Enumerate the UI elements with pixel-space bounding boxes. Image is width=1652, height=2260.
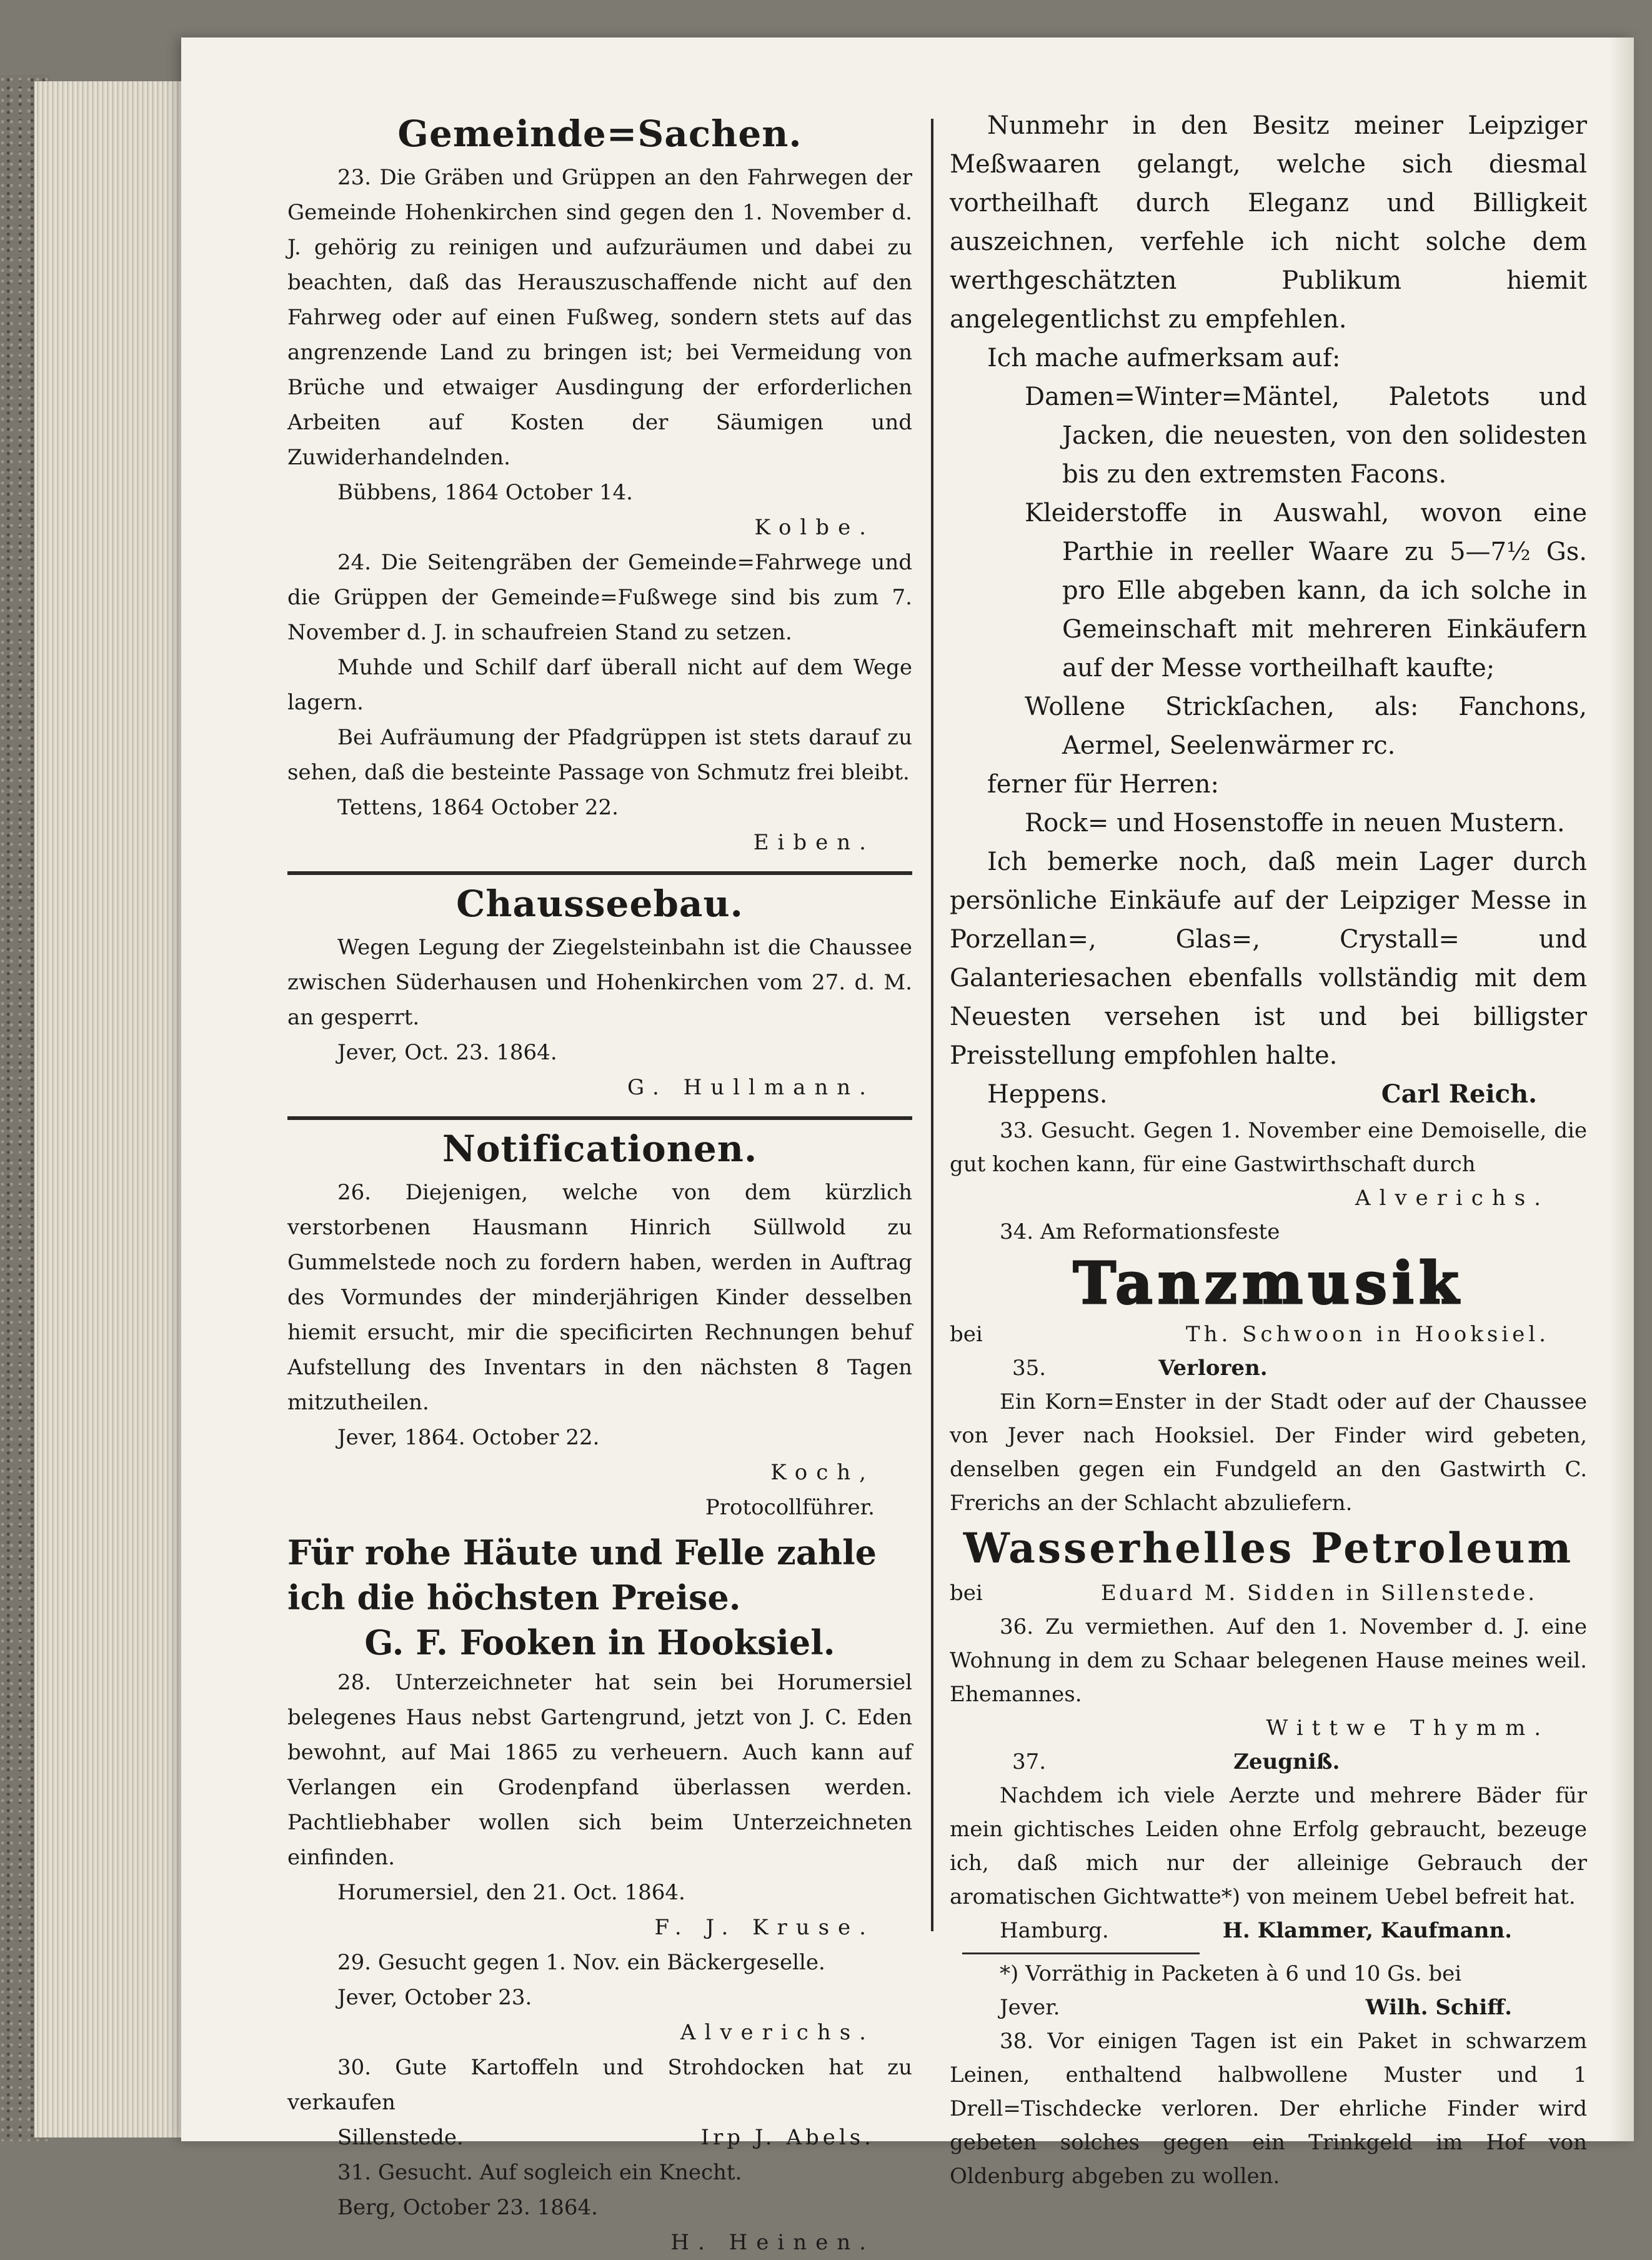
item-37-footnote-footer: [950, 1991, 1587, 2024]
item-26-signer: Koch,: [770, 1460, 875, 1485]
item-31-text: 31. Gesucht. Auf sogleich ein Knecht.: [337, 2160, 742, 2185]
page-stack-edge: [34, 81, 191, 2138]
reich-ad-gentlemen: ferner für Herren:: [987, 770, 1219, 799]
reich-ad-place: Heppens.: [987, 1080, 1108, 1109]
item-30-signer: Irp J. Abels.: [700, 2125, 875, 2150]
tanzmusik-host: [950, 1318, 1587, 1351]
page-curl-edge: [1609, 38, 1634, 2141]
item-37-place: Hamburg.: [1000, 1918, 1109, 1943]
chaussee-signer: G. Hullmann.: [627, 1075, 875, 1100]
item-37-text: Nachdem ich viele Aerzte und mehrere Bäder für mein gichtisches Leiden ohne Erfolg gebraucht, bezeuge ich, daß mich nur der alleinige Gebrauch der aromatischen Gichtwatte*) von meinem Uebel befreit hat.: [950, 1783, 1587, 1909]
reich-ad-footer: [950, 1075, 1587, 1114]
item-37-heading: Zeugniß.: [1233, 1749, 1340, 1774]
tanzmusik-title: Tanzmusik: [1073, 1249, 1464, 1317]
section-rule: [287, 871, 912, 875]
column-rule: [931, 119, 933, 1931]
haeute-ad-line3: G. F. Fooken in Hooksiel.: [364, 1622, 835, 1662]
footnote-place: Jever.: [1000, 1995, 1060, 2020]
newspaper-page: [181, 38, 1634, 2255]
reich-ad-signer: Carl Reich.: [1381, 1079, 1537, 1109]
reich-ad-item-knits: Wollene Strickſachen, als: Fanchons, Aermel, Seelenwärmer rc.: [1025, 692, 1587, 760]
item-31-signer: H. Heinen.: [670, 2230, 875, 2255]
item-24-place: Tettens, 1864 October 22.: [337, 795, 619, 820]
item-37-footnote: *) Vorräthig in Packeten à 6 und 10 Gs. bei: [1000, 1961, 1462, 1986]
item-34-text: 34. Am Reformationsfeste: [1000, 1219, 1280, 1244]
petroleum-title: Wasserhelles Petroleum: [963, 1524, 1574, 1572]
section-rule: [287, 1116, 912, 1120]
item-33-signer: Alverichs.: [1355, 1186, 1550, 1211]
right-column: [950, 106, 1587, 2193]
haeute-ad-line2: ich die höchsten Preise.: [287, 1578, 741, 1618]
footnote-rule: [962, 1952, 1200, 1954]
item-30-place: Sillenstede.: [337, 2125, 464, 2150]
item-35-number: 35.: [1012, 1356, 1047, 1381]
item-30-text: 30. Gute Kartoffeln und Strohdocken hat zu verkaufen: [287, 2055, 912, 2115]
reich-ad-stock: Ich bemerke noch, daß mein Lager durch persönliche Einkäufe auf der Leipziger Messe in Porzellan=, Glas=, Crystall= und Galanteriesachen ebenfalls vollständig mit dem Neuesten versehen ist und bei billigster Preisstellung empfohlen halte.: [950, 848, 1587, 1070]
haeute-ad-line1: Für rohe Häute und Felle zahle: [287, 1532, 877, 1572]
tanzmusik-bei: bei: [950, 1322, 983, 1347]
item-37-number: 37.: [1012, 1749, 1047, 1774]
item-37-header: [950, 1745, 1587, 1779]
item-37-signer: H. Klammer, Kaufmann.: [1222, 1918, 1512, 1943]
item-33-text: 33. Gesucht. Gegen 1. November eine Demoiselle, die gut kochen kann, für eine Gastwirthschaft durch: [950, 1118, 1587, 1177]
petroleum-seller: [950, 1576, 1587, 1610]
item-23-place: Bübbens, 1864 October 14.: [337, 480, 633, 505]
petroleum-who: Eduard M. Sidden in Sillenstede.: [1101, 1581, 1537, 1606]
item-35-text: Ein Korn=Enster in der Stadt oder auf der Chaussee von Jever nach Hooksiel. Der Finder wird gebeten, denselben gegen ein Fundgeld an den Gastwirth C. Frerichs an der Schlacht abzuliefern.: [950, 1389, 1587, 1516]
item-38-text: 38. Vor einigen Tagen ist ein Paket in schwarzem Leinen, enthaltend halbwollene Muster und 1 Drell=Tischdecke verloren. Der ehrliche Finder wird gebeten solches gegen ein Trinkgeld im Hof von Oldenburg abgeben zu wollen.: [950, 2029, 1587, 2189]
item-26-text: 26. Diejenigen, welche von dem kürzlich verstorbenen Hausmann Hinrich Süllwold zu Gummelstede noch zu fordern haben, werden in Auftrag des Vormundes der minderjährigen Kinder desselben hiemit ersucht, mir die specificirten Rechnungen behuf Aufstellung des Inventars in den nächsten 8 Tagen mitzutheilen.: [287, 1180, 912, 1415]
item-35-header: [950, 1351, 1587, 1385]
item-24-text: 24. Die Seitengräben der Gemeinde=Fahrwege und die Grüppen der Gemeinde=Fußwege sind bis zum 7. November d. J. in schaufreien Stand zu setzen.: [287, 550, 912, 645]
item-26-place: Jever, 1864. October 22.: [337, 1425, 600, 1450]
item-36-text: 36. Zu vermiethen. Auf den 1. November d. J. eine Wohnung in dem zu Schaar belegenen Hause meines weil. Ehemannes.: [950, 1614, 1587, 1707]
item-29-signer: Alverichs.: [680, 2020, 875, 2045]
item-35-heading: Verloren.: [1158, 1356, 1268, 1381]
item-28-text: 28. Unterzeichneter hat sein bei Horumersiel belegenes Haus nebst Gartengrund, jetzt von J. C. Eden bewohnt, auf Mai 1865 zu verheuern. Auch kann auf Verlangen ein Grodenpfand überlassen werden. Pachtliebhaber wollen sich beim Unterzeichneten einfinden.: [287, 1670, 912, 1870]
reich-ad-intro: Nunmehr in den Besitz meiner Leipziger Meßwaaren gelangt, welche sich diesmal vortheilhaft durch Eleganz und Billigkeit auszeichnen, verfehle ich nicht solche dem werthgeschätzten Publikum hiemit angelegentlichst zu empfehlen.: [950, 111, 1587, 334]
chaussee-text: Wegen Legung der Ziegelsteinbahn ist die Chaussee zwischen Süderhausen und Hohenkirchen vom 27. d. M. an gesperrt.: [287, 935, 912, 1030]
item-23-text: 23. Die Gräben und Grüppen an den Fahrwegen der Gemeinde Hohenkirchen sind gegen den 1. November d. J. gehörig zu reinigen und aufzuräumen und dabei zu beachten, daß das Herauszuschaffende nicht auf den Fahrweg oder auf einen Fußweg, sondern stets auf das angrenzende Land zu bringen ist; bei Vermeidung von Brüche und etwaiger Ausdingung der erforderlichen Arbeiten auf Kosten der Säumigen und Zuwiderhandelnden.: [287, 165, 912, 470]
item-24-text-3: Bei Aufräumung der Pfadgrüppen ist stets darauf zu sehen, daß die besteinte Passage von Schmutz frei bleibt.: [287, 725, 912, 785]
item-29-place: Jever, October 23.: [337, 1985, 532, 2010]
reich-ad-item-coats: Damen=Winter=Mäntel, Paletots und Jacken, die neuesten, von den solidesten bis zu den extremsten Facons.: [1025, 382, 1587, 489]
item-26-role: Protocollführer.: [705, 1495, 875, 1520]
left-column: [287, 106, 912, 2260]
tanzmusik-who: Th. Schwoon in Hooksiel.: [1185, 1322, 1550, 1347]
item-24-text-2: Muhde und Schilf darf überall nicht auf dem Wege lagern.: [287, 655, 912, 715]
item-29-text: 29. Gesucht gegen 1. Nov. ein Bäckergeselle.: [337, 1950, 825, 1975]
item-31-place: Berg, October 23. 1864.: [337, 2195, 598, 2220]
item-23-signer: Kolbe.: [754, 515, 875, 540]
notif-heading: Notificationen.: [442, 1128, 758, 1170]
item-28-place: Horumersiel, den 21. Oct. 1864.: [337, 1880, 685, 1905]
item-30-footer: [287, 2120, 912, 2155]
item-37-footer: [950, 1914, 1587, 1948]
reich-ad-item-cloth: Rock= und Hosenstoffe in neuen Mustern.: [1025, 809, 1565, 838]
chaussee-place: Jever, Oct. 23. 1864.: [337, 1040, 557, 1065]
gemeinde-heading: Gemeinde=Sachen.: [397, 112, 802, 155]
item-36-signer: Wittwe Thymm.: [1266, 1716, 1550, 1741]
footnote-signer: Wilh. Schiff.: [1365, 1995, 1512, 2020]
reich-ad-attention: Ich mache aufmerksam auf:: [987, 344, 1341, 372]
item-28-signer: F. J. Kruse.: [654, 1915, 875, 1940]
reich-ad-item-fabrics: Kleiderstoffe in Auswahl, wovon eine Parthie in reeller Waare zu 5—7½ Gs. pro Elle abgeben kann, da ich solche in Gemeinschaft mit mehreren Einkäufern auf der Messe vortheilhaft kaufte;: [1025, 499, 1587, 682]
petroleum-bei: bei: [950, 1581, 983, 1606]
item-24-signer: Eiben.: [753, 830, 875, 855]
chaussee-heading: Chausseebau.: [456, 882, 744, 925]
